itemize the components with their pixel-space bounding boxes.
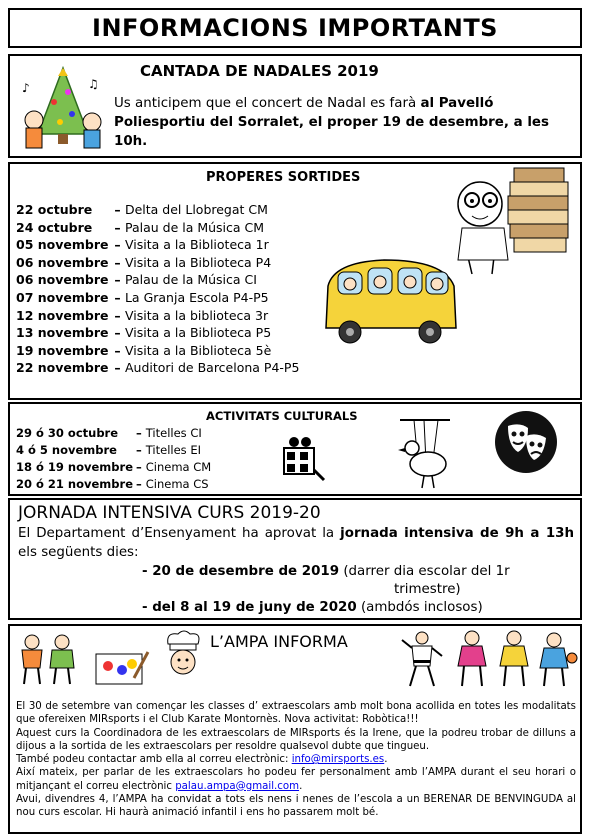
activitat-separator: – (132, 426, 146, 440)
sortides-box (8, 162, 582, 400)
sortida-separator: – (110, 342, 125, 358)
activitat-separator: – (132, 443, 146, 457)
activitat-date: 18 ó 19 novembre (16, 460, 133, 474)
sortida-separator: – (110, 360, 125, 376)
chef-illustration (160, 630, 206, 686)
jornada-title: JORNADA INTENSIVA CURS 2019-20 (18, 503, 321, 523)
sortida-separator: – (110, 307, 125, 323)
sortida-date: 12 novembre (16, 307, 109, 323)
svg-text:♫: ♫ (88, 77, 99, 91)
sortida-desc: Visita a la Biblioteca P5 (124, 325, 272, 341)
sortida-item (16, 290, 269, 305)
activitat-desc: Titelles CI (145, 426, 202, 440)
sortida-desc: Visita a la Biblioteca 5è (124, 342, 272, 358)
ampa-paragraph-1: El 30 de setembre van començar les classes d’ extraescolars amb molt bona acollida en totes les modalitats que ofereixen MIRsports i el Club Karate Montornès. Nova activitat: Robòtica!!! (16, 701, 576, 726)
sortida-separator: – (110, 272, 125, 288)
sortides-title: PROPERES SORTIDES (206, 170, 361, 185)
sortida-date: 22 novembre (16, 360, 109, 376)
sortida-item (16, 237, 269, 252)
sortida-separator: – (110, 202, 125, 217)
jornada-date-1-cont: trimestre) (394, 582, 461, 597)
children-illustration (16, 632, 86, 688)
activitat-desc: Cinema CM (145, 460, 212, 474)
sortida-separator: – (110, 237, 125, 253)
sortida-separator: – (110, 254, 125, 270)
ampa-paragraph-4: Així mateix, per parlar de les extraescolars ho podeu fer personalment amb l’AMPA durant el seu horari o mitjançant el correu electrònic palau.ampa@gmail.com. (16, 767, 576, 792)
ampa-title: L’AMPA INFORMA (210, 632, 348, 651)
page-title: INFORMACIONS IMPORTANTS (92, 14, 498, 42)
activitat-item (16, 460, 211, 474)
cantada-box (8, 54, 582, 158)
sortida-item (16, 325, 271, 340)
email-link-ampa[interactable]: palau.ampa@gmail.com (175, 780, 300, 792)
sortida-date: 22 octubre (16, 202, 93, 217)
sortida-desc: Delta del Llobregat CM (124, 202, 268, 217)
painting-illustration (94, 648, 150, 688)
activitat-date: 4 ó 5 novembre (16, 443, 117, 457)
sortida-separator: – (110, 325, 125, 341)
school-bus-illustration (314, 256, 464, 352)
sortida-item (16, 220, 264, 235)
jornada-date-1: - 20 de desembre de 2019 (darrer dia escolar del 1r (142, 564, 510, 579)
cheerleaders-illustration (450, 628, 578, 690)
sortida-desc: Palau de la Música CI (124, 272, 257, 288)
ampa-box (8, 624, 582, 834)
sortida-item (16, 255, 271, 270)
sortida-date: 05 novembre (16, 237, 109, 253)
activitats-box (8, 402, 582, 496)
activitat-date: 20 ó 21 novembre (16, 477, 133, 491)
sortida-desc: Visita a la Biblioteca P4 (124, 254, 272, 270)
sortida-desc: Auditori de Barcelona P4-P5 (124, 360, 300, 376)
cantada-text: Us anticipem que el concert de Nadal es farà al Pavelló Poliesportiu del Sorralet, el proper 19 de desembre, a les 10h. (114, 96, 549, 149)
sortida-item (16, 308, 268, 323)
ampa-paragraph-3: També podeu contactar amb ella al correu electrònic: info@mirsports.es. (16, 754, 388, 766)
karate-illustration (400, 630, 444, 690)
jornada-intro: El Departament d’Ensenyament ha aprovat la jornada intensiva de 9h a 13h els següents dies: (18, 526, 575, 560)
sortida-date: 13 novembre (16, 325, 109, 341)
film-camera-icon (278, 434, 326, 482)
sortida-item (16, 343, 271, 358)
cantada-title: CANTADA DE NADALES 2019 (140, 62, 379, 80)
activitat-desc: Cinema CS (145, 477, 209, 491)
sortida-desc: Visita a la Biblioteca 1r (124, 237, 269, 253)
activitat-separator: – (132, 460, 146, 474)
activitat-desc: Titelles EI (145, 443, 201, 457)
activitat-item (16, 426, 202, 440)
sortida-date: 06 novembre (16, 254, 109, 270)
activitat-separator: – (132, 477, 146, 491)
svg-text:♪: ♪ (22, 81, 30, 95)
theater-masks-icon (494, 410, 558, 474)
jornada-box (8, 498, 582, 620)
ampa-body (16, 700, 576, 820)
ampa-paragraph-2: Aquest curs la Coordinadora de les extraescolars de MIRsports és la Irene, que la podreu trobar de dilluns a dijous a la sortida de les extraescolars per resoldre qualsevol dubte que tingueu. (16, 727, 576, 752)
header-box (8, 8, 582, 48)
sortida-separator: – (110, 290, 125, 305)
puppet-bird-icon (394, 412, 456, 492)
sortida-item (16, 272, 257, 287)
activitats-title: ACTIVITATS CULTURALS (206, 409, 358, 423)
sortida-item (16, 202, 268, 217)
sortida-desc: La Granja Escola P4-P5 (124, 290, 269, 305)
ampa-paragraph-5: Avui, divendres 4, l’AMPA ha convidat a tots els nens i nenes de l’escola a un BERENAR DE BENVINGUDA al nou curs escolar. Hi haurà animació infantil i ens ho passarem molt bé. (16, 794, 576, 819)
sortida-item (16, 360, 299, 375)
sortida-date: 06 novembre (16, 272, 109, 288)
sortida-date: 07 novembre (16, 290, 109, 305)
email-link-mirsports[interactable]: info@mirsports.es (291, 754, 385, 766)
christmas-carol-illustration (18, 62, 108, 154)
sortida-separator: – (110, 219, 125, 235)
sortida-desc: Visita a la biblioteca 3r (124, 307, 269, 323)
activitat-item (16, 443, 201, 457)
activitat-item (16, 477, 209, 491)
sortida-date: 24 octubre (16, 219, 93, 235)
sortida-date: 19 novembre (16, 342, 109, 358)
activitat-date: 29 ó 30 octubre (16, 426, 119, 440)
jornada-date-2: - del 8 al 19 de juny de 2020 (ambdós inclosos) (142, 600, 483, 615)
sortida-desc: Palau de la Música CM (124, 219, 265, 235)
